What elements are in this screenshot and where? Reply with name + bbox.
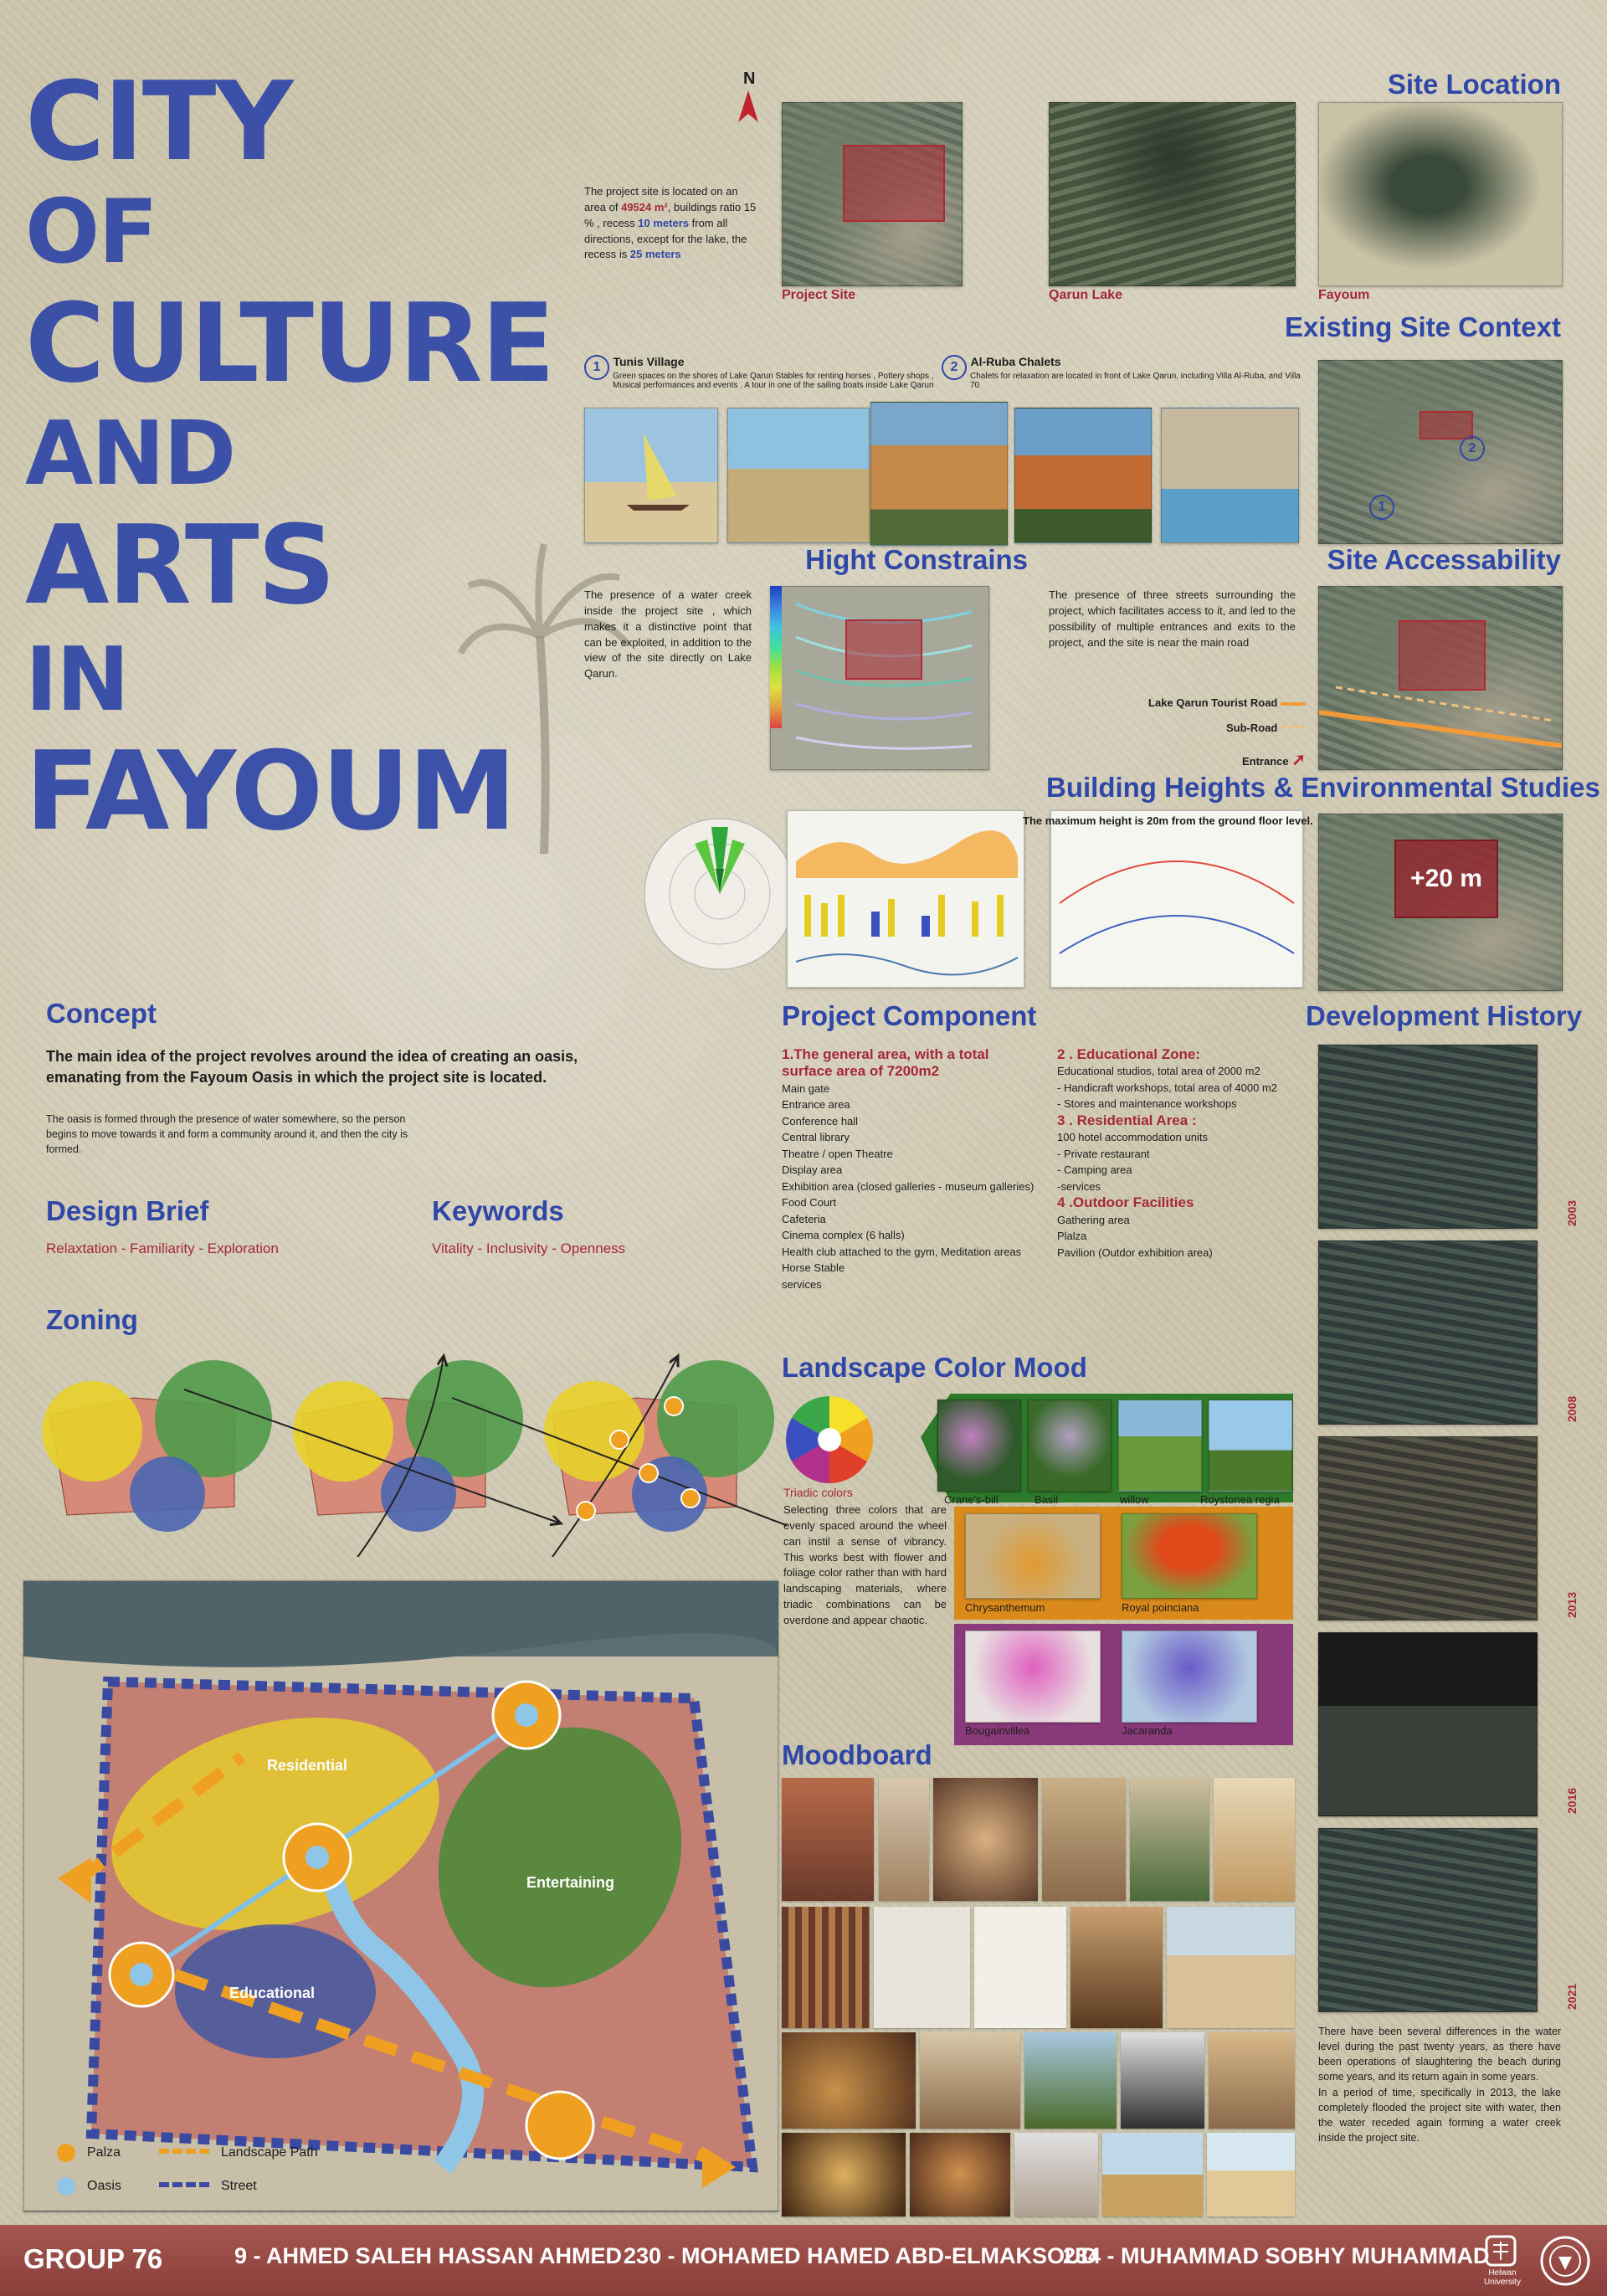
project-site-photo [782,102,963,286]
legend-tourist-road [1088,691,1306,716]
component-item: Central library [782,1131,850,1144]
component-item: Cinema complex (6 halls) [782,1229,905,1242]
ruba-chalet-photo-3 [1161,408,1299,543]
plant-label-royal-poinciana: Royal poinciana [1122,1601,1199,1614]
mood-image [1207,2133,1295,2216]
title-word-of: OF [25,181,157,283]
keyword-item: Inclusivity [485,1240,548,1256]
component-item: Display area [782,1163,843,1177]
plant-label-chrysanthemum: Chrysanthemum [965,1601,1045,1614]
moodboard-title: Moodboard [782,1739,932,1770]
site-location-title: Site Location [1387,69,1561,100]
title-word-arts: ARTS [25,501,335,629]
plant-label-bougainvillea: Bougainvillea [965,1724,1030,1737]
wind-rose-diagram [636,810,804,978]
roystonea-photo [1209,1400,1292,1492]
component-group-3-head: 3 . Residential Area : [1057,1112,1197,1128]
context-item-2 [942,355,1310,390]
legend-label: Street [221,2179,257,2193]
zone-label-educational: Educational [229,1985,316,2001]
component-item: services [782,1277,822,1291]
royal-poinciana-photo [1122,1513,1257,1599]
legend-label: Sub-Road [1225,721,1278,734]
member-1: 9 - AHMED SALEH HASSAN AHMED [234,2243,623,2268]
chrysanthemum-photo [965,1513,1101,1599]
keywords-title: Keywords [432,1195,564,1226]
plant-label-basil: Basil [1035,1493,1059,1506]
brief-item: Exploration [207,1240,279,1256]
component-group-1 [782,1046,1041,1292]
mood-image [782,2133,906,2216]
component-item: -services [1057,1179,1101,1193]
keyword-separator: - [547,1240,561,1256]
history-photo-2016 [1318,1632,1538,1816]
mood-image [782,2032,916,2129]
component-item: Horse Stable [782,1261,845,1275]
context-number-2: 2 [942,355,967,380]
constrains-text: The presence of a water creek inside the project site , which makes it a distinctive point that can be exploited, in addition to the view of the site directly on Lake Qarun. [584,588,752,681]
component-group-1-head: 1.The general area, with a total surface area of 7200m2 [782,1046,989,1080]
component-item: Health club attached to the gym, Meditation areas [782,1245,1022,1258]
landscape-text: Selecting three colors that are evenly spaced around the wheel can instil a sense of vibrancy. This works best with flower and foliage color rather than with hard landscaping materials, where triadic combinations can be overdone and appear chaotic. [783,1503,947,1626]
ruba-chalet-photo-1 [870,402,1008,546]
tunis-boat-photo [584,408,718,543]
landscape-path-swatch [159,2149,209,2157]
mood-image [1214,1778,1295,1901]
mood-image [910,2133,1010,2216]
north-arrow-icon [733,69,763,127]
helwan-university-name: Helwan University [1484,2268,1521,2287]
svg-text:N: N [743,69,756,88]
oasis-swatch [57,2177,75,2196]
site-plot-overlay [1420,411,1473,439]
qarun-lake-label: Qarun Lake [1049,288,1123,302]
component-item: Plalza [1057,1230,1087,1243]
zoning-diagrams [33,1339,787,1557]
site-text-part: from all directions, except for the lake, the recess is [584,216,747,261]
component-item: Conference hall [782,1114,859,1127]
component-item: Pavilion (Outdor exhibition area) [1057,1246,1213,1259]
title-word-in: IN [25,629,128,731]
component-item: Educational studios, total area of 2000 m2 [1057,1065,1260,1078]
component-group-2-head: 2 . Educational Zone: [1057,1046,1200,1062]
history-photo-2013 [1318,1436,1538,1621]
legend-palza [57,2136,121,2170]
willow-photo [1118,1400,1202,1492]
master-plan-legend-2 [159,2136,318,2203]
keyword-item: Vitality [432,1240,474,1256]
legend-label: Palza [87,2145,121,2160]
elevation-legend-bar [770,586,782,728]
history-photo-2008 [1318,1240,1538,1425]
color-wheel-icon [783,1394,875,1486]
existing-context-title: Existing Site Context [1284,311,1561,342]
bougainvillea-photo [965,1631,1101,1723]
legend-street [159,2170,318,2203]
mood-image [879,1778,929,1901]
tunis-horses-photo [727,408,870,543]
component-groups-2-4 [1057,1046,1308,1261]
context-item-2-title: Al-Ruba Chalets [970,355,1061,368]
component-title: Project Component [782,1000,1037,1031]
mood-image [1130,1778,1209,1901]
fayoum-photo [1318,102,1563,286]
zone-label-entertaining: Entertaining [526,1874,615,1891]
footer-bar [0,2225,1607,2296]
mood-image [1024,2032,1117,2129]
zoning-title: Zoning [46,1304,138,1335]
climate-charts [787,810,1024,988]
mood-image [1121,2032,1204,2129]
component-item: Cafeteria [782,1212,826,1225]
tourist-road-swatch [1281,702,1306,706]
contour-map [770,586,989,770]
accessability-map [1318,586,1563,770]
accessability-title: Site Accessability [1327,544,1561,575]
member-3: 234 - MUHAMMAD SOBHY MUHAMMAD [1063,2243,1490,2268]
landscape-title: Landscape Color Mood [782,1352,1087,1383]
development-text: There have been several differences in the water level during the past twenty years, as there have been operations of slaughtering the beach during some years, and its return again in some years. In a period of time, specifically in 2013, the lake completely flooded the project site with water, then the water receded again forming a water creek inside the project site. [1318,2026,1561,2144]
plant-label-roystonea: Roystonea regia [1200,1493,1280,1506]
development-title: Development History [1306,1000,1583,1031]
member-2: 230 - MOHAMED HAMED ABD-ELMAKSOUD [624,2243,1098,2268]
master-plan-legend [57,2136,121,2203]
mood-image [782,1907,870,2028]
project-site-label: Project Site [782,288,856,302]
basil-photo [1028,1400,1112,1492]
mood-image [974,1907,1066,2028]
heights-title: Building Heights & Environmental Studies [1046,772,1600,803]
mood-image [1070,1907,1163,2028]
plant-label-willow: willow [1120,1493,1149,1506]
sub-road-swatch [1281,726,1306,731]
mood-image [1102,2133,1203,2216]
site-recess-value: 10 meters [638,216,690,229]
zone-label-residential: Residential [267,1757,348,1774]
temperature-chart [1050,810,1303,988]
site-text-part: The project site is located on an area of [584,185,738,213]
palm-tree-decoration [452,536,636,854]
heights-text: The maximum height is 20m from the ground floor level. [1023,814,1313,827]
heights-map [1318,814,1563,991]
design-brief-items [46,1240,279,1257]
legend-oasis [57,2170,121,2203]
component-item: Theatre / open Theatre [782,1147,893,1160]
keyword-separator: - [473,1240,486,1256]
site-plot-overlay [843,145,945,222]
legend-label: Oasis [87,2179,121,2193]
plant-label-cranes-bill: Crane's-bill [944,1493,999,1506]
component-item: 100 hotel accommodation units [1057,1131,1208,1144]
site-area-value: 49524 m² [621,200,668,213]
plant-label-jacaranda: Jacaranda [1122,1724,1173,1737]
street-swatch [159,2182,209,2191]
legend-landscape-path [159,2136,318,2170]
component-item: Food Court [782,1196,837,1210]
site-text-part: , buildings ratio 15 % , recess [584,200,757,229]
context-item-1-text: Green spaces on the shores of Lake Qarun Stables for renting horses , Pottery shops , Musical performances and events , A tour in one of the sailing boats inside Lake Qarun [613,372,934,390]
mood-image [1042,1778,1126,1901]
history-year-2003: 2003 [1565,1199,1579,1226]
palza-swatch [57,2144,75,2162]
history-year-2016: 2016 [1565,1787,1579,1814]
component-item: - Stores and maintenance workshops [1057,1097,1237,1111]
concept-title: Concept [46,998,157,1029]
title-word-fayoum: FAYOUM [25,727,515,855]
brief-item: Familiarity [130,1240,195,1256]
mood-image [874,1907,970,2028]
cranes-bill-photo [937,1400,1021,1492]
legend-label: Lake Qarun Tourist Road [1148,696,1278,709]
component-item: Entrance area [782,1098,850,1112]
component-item: Gathering area [1057,1213,1130,1226]
concept-lead: The main idea of the project revolves around the idea of creating an oasis, emanating from the Fayoum Oasis in which the project site is located. [46,1048,578,1086]
brief-separator: - [117,1240,131,1256]
legend-label: Landscape Path [221,2145,318,2160]
site-location-text [584,184,760,263]
design-brief-title: Design Brief [46,1195,209,1226]
mood-image [920,2032,1020,2129]
keywords-items [432,1240,625,1257]
history-year-2013: 2013 [1565,1591,1579,1618]
legend-sub-road [1088,716,1306,741]
component-group-4-head: 4 .Outdoor Facilities [1057,1194,1194,1211]
mood-image [933,1778,1038,1901]
accessability-text: The presence of three streets surrounding the project, which facilitates access to it, and led to the possibility of multiple entrances and exits to the project, and the site is near the main road [1049,588,1296,649]
mood-image [1167,1907,1295,2028]
component-item: - Handicraft workshops, total area of 4000 m2 [1057,1081,1278,1094]
title-word-and: AND [25,403,235,505]
context-item-1-title: Tunis Village [613,355,685,368]
brief-item: Relaxtation [46,1240,118,1256]
constrains-title: Hight Constrains [805,544,1028,575]
context-item-1 [584,355,936,390]
history-year-2021: 2021 [1565,1983,1579,2010]
context-map-marker-1: 1 [1369,495,1394,520]
keyword-item: Openness [560,1240,626,1256]
legend-label: Entrance [1241,754,1289,768]
existing-context-map [1318,360,1563,544]
history-photo-2003 [1318,1045,1538,1229]
faculty-seal-icon [1540,2232,1590,2290]
concept-text: The oasis is formed through the presence of water somewhere, so the person begins to move towards it and form a community around it, and then the city is formed. [46,1113,408,1156]
mood-image [782,1778,874,1901]
ruba-chalet-photo-2 [1014,408,1152,543]
access-legend [1088,691,1306,779]
mood-image [1014,2133,1098,2216]
component-item: - Camping area [1057,1163,1132,1177]
jacaranda-photo [1122,1631,1257,1723]
context-map-marker-2: 2 [1460,436,1485,461]
entrance-arrow-icon: ➚ [1291,750,1306,769]
title-word-culture: CULTURE [25,280,554,407]
group-label: GROUP 76 [23,2243,163,2274]
site-lake-recess-value: 25 meters [629,248,681,261]
master-plan [23,1580,778,2211]
qarun-lake-photo [1049,102,1296,286]
height-badge: +20 m [1394,840,1498,918]
component-item: Exhibition area (closed galleries - museum galleries) [782,1179,1035,1193]
landscape-sub: Triadic colors [783,1486,853,1499]
mood-image [1209,2032,1295,2129]
context-item-2-text: Chalets for relaxation are located in front of Lake Qarun, including Villa Al-Ruba, and Villa 70 [970,372,1301,390]
component-item: Main gate [782,1081,830,1095]
title-word-city: CITY [25,58,292,185]
fayoum-label: Fayoum [1318,288,1370,302]
history-year-2008: 2008 [1565,1395,1579,1422]
history-photo-2021 [1318,1828,1538,2012]
brief-separator: - [194,1240,208,1256]
context-number-1: 1 [584,355,609,380]
component-item: - Private restaurant [1057,1147,1150,1160]
